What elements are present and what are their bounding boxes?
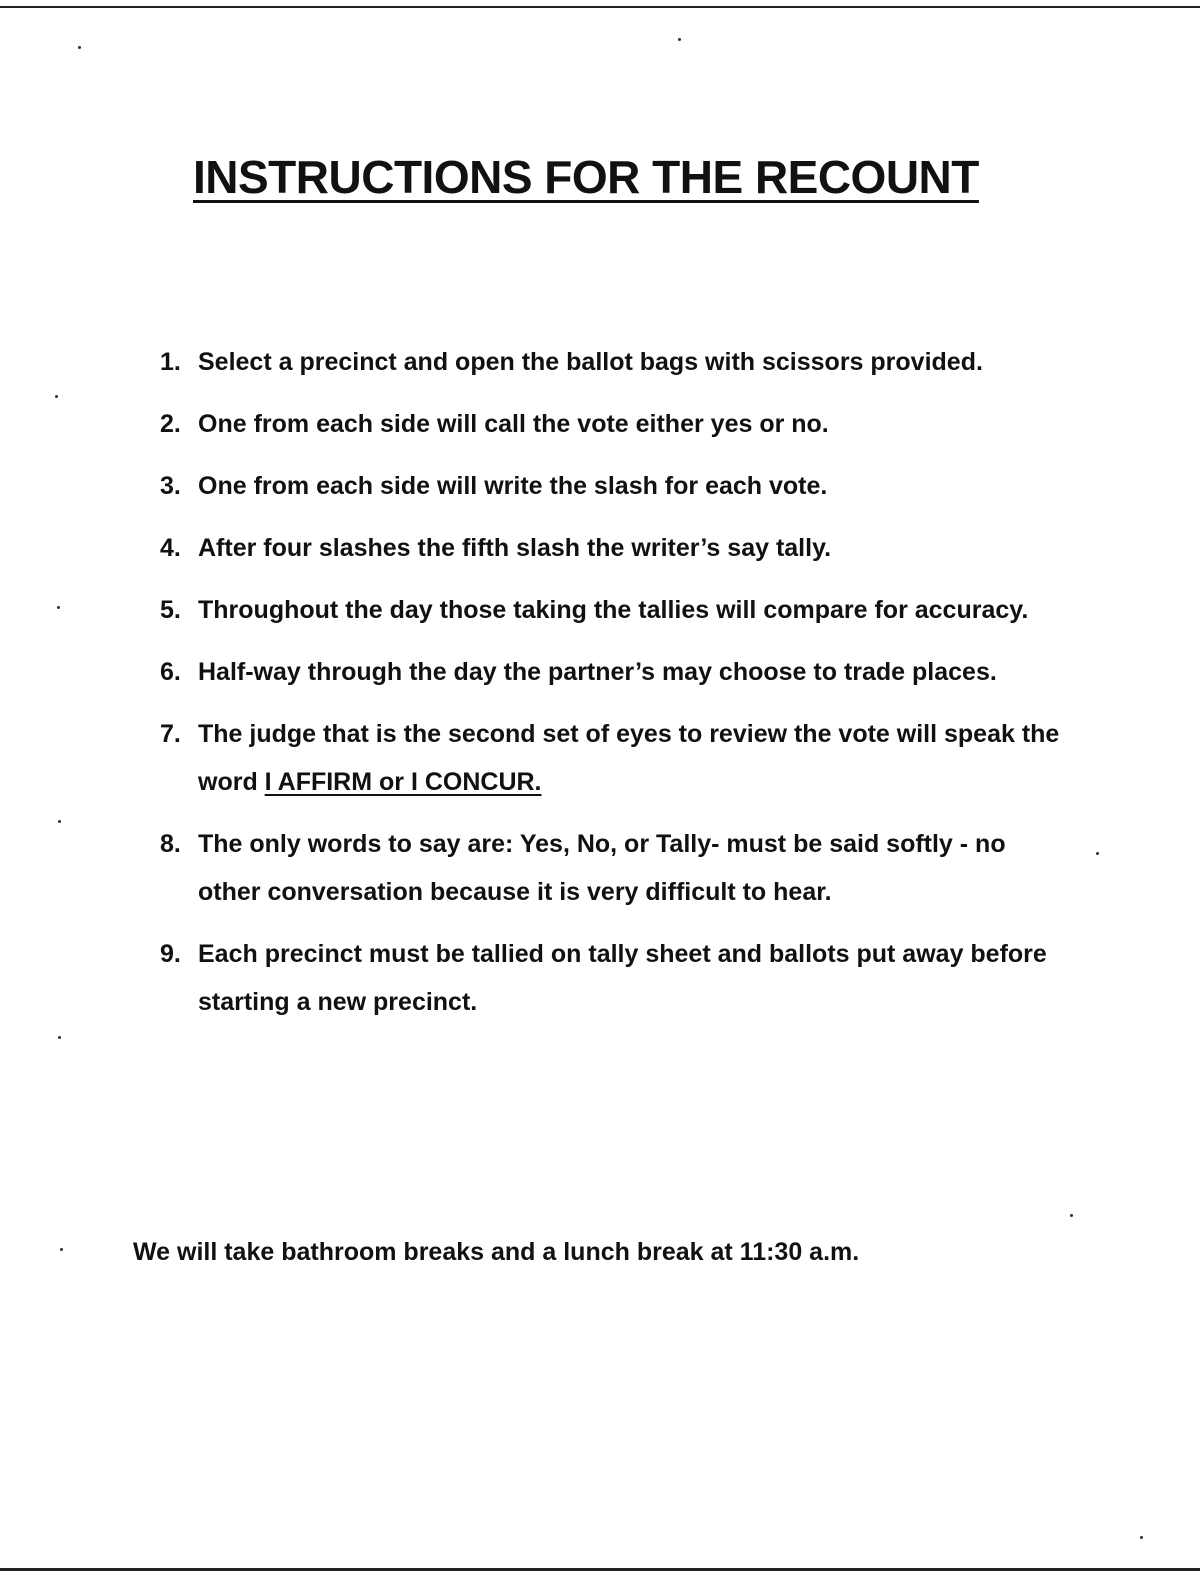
scan-speck [678, 38, 681, 41]
instruction-text: Select a precinct and open the ballot bags with scissors provided. [198, 348, 983, 376]
instruction-item [160, 524, 1060, 572]
bottom-edge-line [0, 1568, 1200, 1571]
affirm-concur-phrase: I AFFIRM or I CONCUR. [264, 768, 542, 796]
instruction-number: 6. [160, 658, 181, 686]
document-title: INSTRUCTIONS FOR THE RECOUNT [193, 151, 979, 203]
scan-speck [1140, 1536, 1143, 1539]
instruction-item [160, 820, 1060, 916]
instruction-text: Each precinct must be tallied on tally sheet and ballots put away before starting a new precinct. [198, 940, 1047, 1016]
instruction-text: One from each side will call the vote either yes or no. [198, 410, 829, 438]
instruction-number: 3. [160, 472, 181, 500]
instruction-item [160, 338, 1060, 386]
scan-speck [1070, 1214, 1073, 1217]
instruction-text: The only words to say are: Yes, No, or Tally- must be said softly - no other conversation because it is very difficult to hear. [198, 830, 1006, 906]
instruction-item [160, 462, 1060, 510]
instruction-list [160, 338, 1060, 1040]
instruction-text: One from each side will write the slash for each vote. [198, 472, 828, 500]
instruction-text: After four slashes the fifth slash the writer’s say tally. [198, 534, 832, 562]
instruction-number: 4. [160, 534, 181, 562]
instruction-number: 2. [160, 410, 181, 438]
top-edge-line [0, 6, 1200, 8]
instruction-text: Half-way through the day the partner’s may choose to trade places. [198, 658, 997, 686]
scan-speck [1096, 852, 1099, 855]
instruction-number: 8. [160, 830, 181, 858]
instruction-number: 7. [160, 720, 181, 748]
instruction-item [160, 648, 1060, 696]
scan-speck [78, 46, 81, 49]
scan-speck [58, 820, 61, 823]
instruction-item [160, 930, 1060, 1026]
scan-speck [55, 395, 58, 398]
instruction-text: Throughout the day those taking the tallies will compare for accuracy. [198, 596, 1029, 624]
instruction-number: 1. [160, 348, 181, 376]
scan-speck [58, 1036, 61, 1039]
scan-speck [60, 1248, 63, 1251]
instruction-number: 5. [160, 596, 181, 624]
instruction-item [160, 710, 1060, 806]
scan-speck [57, 606, 60, 609]
instruction-number: 9. [160, 940, 181, 968]
instruction-item [160, 400, 1060, 448]
instruction-text [198, 710, 1060, 806]
break-schedule-note: We will take bathroom breaks and a lunch break at 11:30 a.m. [133, 1238, 860, 1266]
instruction-item [160, 586, 1060, 634]
instruction-text-lead: The judge that is the second set of eyes to review the vote will speak the word [198, 720, 1060, 796]
